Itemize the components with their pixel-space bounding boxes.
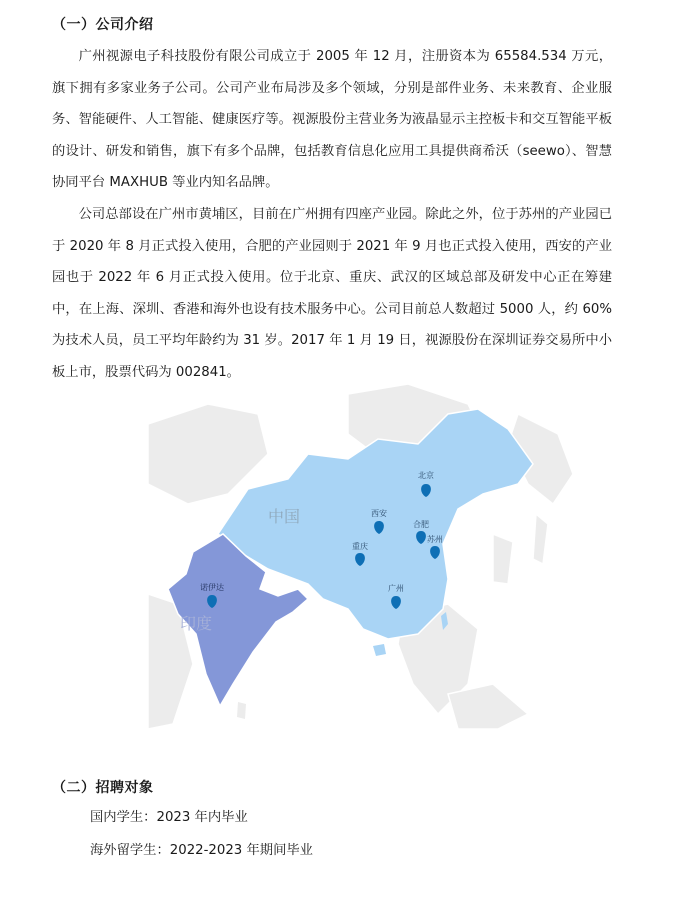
recruitment-overseas-students: 海外留学生：2022-2023 年期间毕业 <box>90 843 313 858</box>
company-location-map <box>148 384 578 734</box>
section-heading-company-intro: （一）公司介绍 <box>52 17 154 33</box>
svg-text:诺伊达: 诺伊达 <box>200 583 224 592</box>
srilanka-region <box>237 702 246 719</box>
svg-text:西安: 西安 <box>371 509 387 518</box>
hainan-region <box>373 644 386 656</box>
svg-text:北京: 北京 <box>418 471 434 480</box>
map-label-india: 印度 <box>180 614 213 633</box>
recruitment-domestic-students: 国内学生：2023 年内毕业 <box>90 810 248 825</box>
company-intro-paragraph-1: 广州视源电子科技股份有限公司成立于 2005 年 12 月，注册资本为 65584.534 万元，旗下拥有多家业务子公司。公司产业布局涉及多个领域，分别是部件业务、未来教育、企业服务、智能硬件、人工智能、健康医疗等。视源股份主营业务为液晶显示主控板卡和交互智能平板的设计、研发和销售，旗下有多个品牌，包括教育信息化应用工具提供商希沃（seewo）、智慧协同平台 MAXHUB 等业内知名品牌。 <box>52 49 612 190</box>
svg-text:合肥: 合肥 <box>413 520 429 529</box>
section-heading-recruitment-target: （二）招聘对象 <box>52 780 154 796</box>
map-label-china: 中国 <box>268 507 301 526</box>
svg-text:广州: 广州 <box>388 584 404 593</box>
svg-text:重庆: 重庆 <box>352 542 368 551</box>
company-intro-paragraph-2: 公司总部设在广州市黄埔区，目前在广州拥有四座产业园。除此之外，位于苏州的产业园已于 2020 年 8 月正式投入使用，合肥的产业园则于 2021 年 9 月也正式投入使用，西安的产业园也于 2022 年 6 月正式投入使用。位于北京、重庆、武汉的区域总部及研发中心正在筹建中，在上海、深圳、香港和海外也设有技术服务中心。公司目前总人数超过 5000 人，约 60%为技术人员，员工平均年龄约为 31 岁。2017 年 1 月 19 日，视源股份在深圳证券交易所中小板上市，股票代码为 002841。 <box>52 207 612 380</box>
svg-text:苏州: 苏州 <box>427 535 443 544</box>
